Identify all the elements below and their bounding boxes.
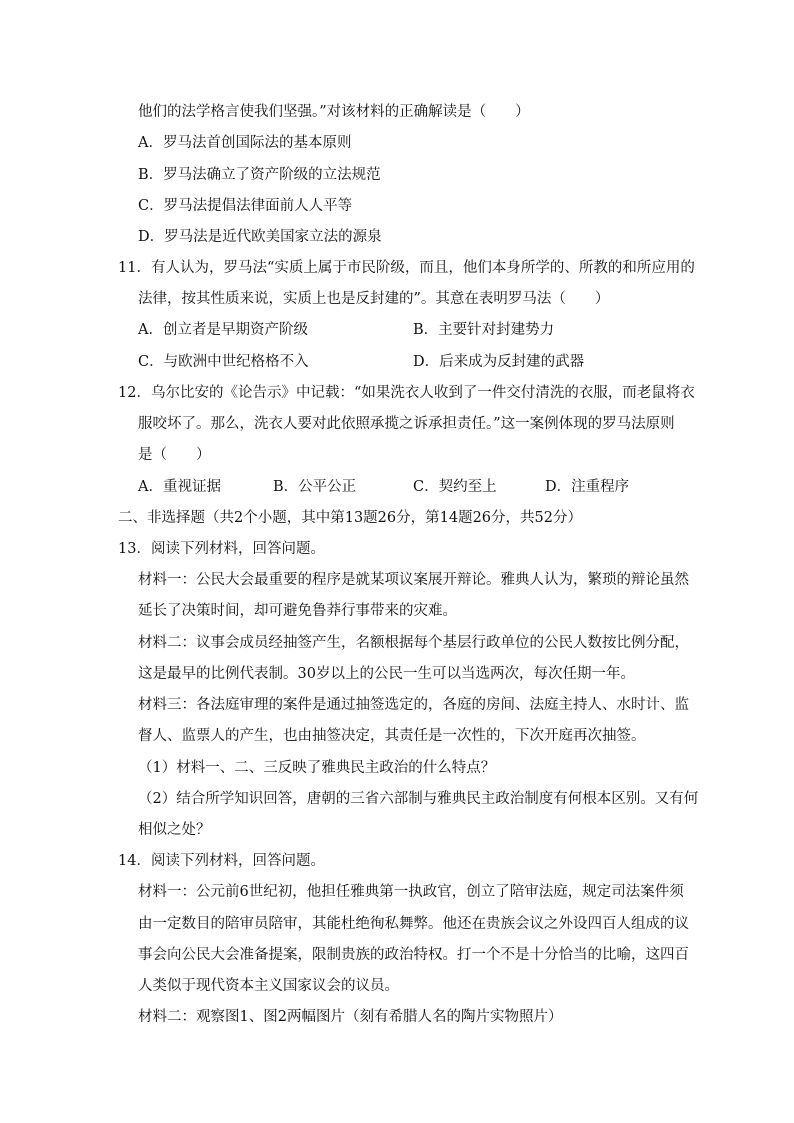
q11-stem-line-1: 11．有人认为，罗马法“实质上属于市民阶级，而且，他们本身所学的、所教的和所应用的 [118, 260, 695, 276]
q12-stem-line-2: 服咬坏了。那么，洗衣人要对此依照承揽之诉承担责任。”这一案例体现的罗马法原则 [138, 416, 675, 432]
q12-option-a: A．重视证据 [138, 479, 221, 495]
q13-sub-question-2-line-2: 相似之处？ [138, 822, 211, 838]
q11-option-c: C．与欧洲中世纪格格不入 [138, 354, 309, 370]
q11-option-d: D．后来成为反封建的武器 [413, 354, 585, 370]
q10-stem-tail: 他们的法学格言使我们坚强。”对该材料的正确解读是（ ） [138, 104, 530, 120]
q13-material-3-line-1: 材料三：各法庭审理的案件是通过抽签选定的，各庭的房间、法庭主持人、水时计、监 [138, 697, 689, 713]
q14-intro: 14．阅读下列材料，回答问题。 [118, 853, 325, 869]
q13-sub-question-2-line-1: （2）结合所学知识回答，唐朝的三省六部制与雅典民主政治制度有何根本区别。又有何 [138, 791, 699, 807]
q14-material-1-line-1: 材料一：公元前6世纪初，他担任雅典第一执政官，创立了陪审法庭，规定司法案件须 [138, 884, 684, 900]
q10-option-d: D．罗马法是近代欧美国家立法的源泉 [138, 229, 382, 245]
q13-intro: 13．阅读下列材料，回答问题。 [118, 541, 325, 557]
q13-material-1-line-2: 延长了决策时间，却可避免鲁莽行事带来的灾难。 [138, 603, 457, 619]
q10-option-a: A．罗马法首创国际法的基本原则 [138, 135, 352, 151]
q13-material-1-line-1: 材料一：公民大会最重要的程序是就某项议案展开辩论。雅典人认为，繁琐的辩论虽然 [138, 572, 689, 588]
q10-option-b: B．罗马法确立了资产阶级的立法规范 [138, 167, 381, 183]
q14-material-1-line-3: 事会向公民大会准备提案，限制贵族的政治特权。打一个不是十分恰当的比喻，这四百 [138, 947, 689, 963]
q12-stem-line-3: 是（ ） [138, 447, 211, 463]
q12-option-d: D．注重程序 [545, 479, 630, 495]
q14-material-1-line-4: 人类似于现代资本主义国家议会的议员。 [138, 978, 399, 994]
q13-material-2-line-2: 这是最早的比例代表制。30岁以上的公民一生可以当选两次，每次任期一年。 [138, 666, 635, 682]
q12-stem-line-1: 12．乌尔比安的《论告示》中记载：“如果洗衣人收到了一件交付清洗的衣服，而老鼠将衣 [118, 385, 695, 401]
q11-stem-line-2: 法律，按其性质来说，实质上也是反封建的”。其意在表明罗马法（ ） [138, 291, 610, 307]
section-2-heading: 二、非选择题（共2个小题，其中第13题26分，第14题26分，共52分） [118, 510, 582, 526]
q14-material-2: 材料二：观察图1、图2两幅图片（刻有希腊人名的陶片实物照片） [138, 1009, 563, 1025]
q13-material-2-line-1: 材料二：议事会成员经抽签产生，名额根据每个基层行政单位的公民人数按比例分配， [138, 635, 689, 651]
q11-option-a: A．创立者是早期资产阶级 [138, 322, 308, 338]
q10-option-c: C．罗马法提倡法律面前人人平等 [138, 198, 353, 214]
q14-material-1-line-2: 由一定数目的陪审员陪审，其能杜绝徇私舞弊。他还在贵族会议之外设四百人组成的议 [138, 916, 689, 932]
q12-option-b: B．公平公正 [273, 479, 357, 495]
q13-sub-question-1: （1）材料一、二、三反映了雅典民主政治的什么特点？ [138, 760, 496, 776]
q12-option-c: C．契约至上 [413, 479, 497, 495]
q11-option-b: B．主要针对封建势力 [413, 322, 555, 338]
q13-material-3-line-2: 督人、监票人的产生，也由抽签决定，其责任是一次性的，下次开庭再次抽签。 [138, 728, 646, 744]
